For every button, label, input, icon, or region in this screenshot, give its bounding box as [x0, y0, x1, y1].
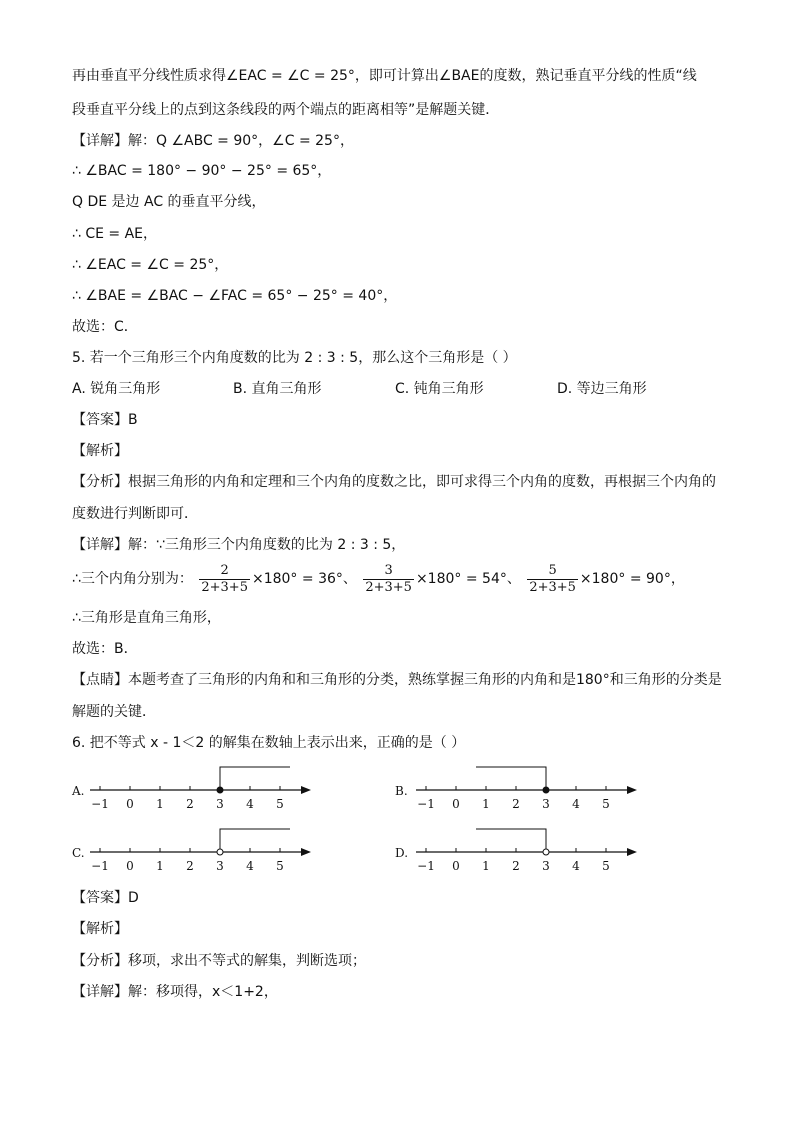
q6-analysis: 【分析】移项，求出不等式的解集，判断选项； — [72, 953, 366, 969]
fraction-2-denominator: 2+3+5 — [365, 579, 412, 595]
question-5: 5. 若一个三角形三个内角度数的比为 2 : 3 : 5，那么这个三角形是（ ） — [72, 350, 517, 366]
tick-label: −1 — [417, 859, 435, 873]
q5-select: 故选：B． — [72, 641, 138, 657]
q5-detail-line-3: ∴三角形是直角三角形， — [72, 610, 221, 626]
option-label-d: D. — [395, 846, 409, 860]
q5-fraction-prefix: ∴三个内角分别为： — [72, 571, 193, 587]
number-line-option-b — [395, 767, 637, 811]
detail-line-3: Q DE 是边 AC 的垂直平分线， — [72, 194, 266, 210]
q6-answer: 【答案】D — [72, 890, 139, 906]
fraction-2-result: ×180° = 54°、 — [415, 571, 521, 587]
fraction-2-numerator: 3 — [363, 563, 414, 580]
tick-label: 1 — [482, 859, 490, 873]
q6-analysis-heading: 【解析】 — [72, 921, 128, 937]
option-label-a: A. — [72, 784, 85, 798]
number-line-options — [0, 760, 794, 900]
q5-option-d: D. 等边三角形 — [557, 381, 647, 397]
fraction-3-numerator: 5 — [527, 563, 578, 580]
tick-label: −1 — [417, 797, 435, 811]
tick-label: 2 — [186, 859, 194, 873]
select-line: 故选：C． — [72, 319, 138, 335]
number-line-option-d — [395, 829, 637, 873]
tick-label: 1 — [482, 797, 490, 811]
detail-line-5: ∴ ∠EAC = ∠C = 25°， — [72, 257, 229, 273]
fraction-1-denominator: 2+3+5 — [201, 579, 248, 595]
axis-arrow — [301, 848, 311, 856]
q5-detail-fractions — [72, 560, 685, 598]
option-label-c: C. — [72, 846, 85, 860]
tick-label: 5 — [602, 859, 610, 873]
hollow-point — [217, 849, 223, 855]
tick-label: 5 — [602, 797, 610, 811]
q5-analysis-line-2: 度数进行判断即可． — [72, 506, 198, 522]
tick-label: 3 — [542, 797, 550, 811]
tick-label: 3 — [216, 797, 224, 811]
q5-answer: 【答案】B — [72, 412, 138, 428]
tick-label: 5 — [276, 797, 284, 811]
fraction-1-result: ×180° = 36°、 — [251, 571, 357, 587]
tick-label: 4 — [572, 859, 580, 873]
tick-label: 2 — [186, 797, 194, 811]
fraction-3-denominator: 2+3+5 — [529, 579, 576, 595]
tick-label: 0 — [126, 797, 134, 811]
hollow-point — [543, 849, 549, 855]
detail-line-6: ∴ ∠BAE = ∠BAC − ∠FAC = 65° − 25° = 40°， — [72, 288, 398, 304]
q5-analysis-heading: 【解析】 — [72, 443, 128, 459]
tick-label: 4 — [572, 797, 580, 811]
tick-label: 5 — [276, 859, 284, 873]
q5-option-b: B. 直角三角形 — [233, 381, 322, 397]
tick-label: 2 — [512, 797, 520, 811]
solid-point — [217, 787, 223, 793]
axis-arrow — [627, 848, 637, 856]
text-line-2: 段垂直平分线上的点到这条线段的两个端点的距离相等”是解题关键． — [72, 102, 500, 118]
tick-label: 3 — [216, 859, 224, 873]
detail-line-1: 【详解】解：Q ∠ABC = 90°，∠C = 25°， — [72, 133, 354, 149]
q5-option-a: A. 锐角三角形 — [72, 381, 161, 397]
tick-label: 1 — [156, 797, 164, 811]
fraction-1 — [199, 563, 250, 596]
tick-label: 4 — [246, 797, 254, 811]
q5-detail-line-1: 【详解】解：∵三角形三个内角度数的比为 2 : 3 : 5， — [72, 537, 406, 553]
tick-label: 1 — [156, 859, 164, 873]
fraction-3 — [527, 563, 578, 596]
tick-label: 2 — [512, 859, 520, 873]
tick-label: 3 — [542, 859, 550, 873]
q5-comment-line-1: 【点睛】本题考查了三角形的内角和和三角形的分类，熟练掌握三角形的内角和是180°和三角形的分类是 — [72, 672, 722, 688]
fraction-3-result: ×180° = 90°， — [579, 571, 685, 587]
detail-line-2: ∴ ∠BAC = 180° − 90° − 25° = 65°， — [72, 163, 332, 179]
tick-label: 0 — [126, 859, 134, 873]
fraction-2 — [363, 563, 414, 596]
detail-line-4: ∴ CE = AE， — [72, 226, 158, 242]
text-line-1: 再由垂直平分线性质求得∠EAC = ∠C = 25°，即可计算出∠BAE的度数，熟记垂直平分线的性质“线 — [72, 68, 697, 84]
fraction-1-numerator: 2 — [199, 563, 250, 580]
q6-detail: 【详解】解：移项得，x＜1+2， — [72, 984, 278, 1000]
number-line-option-a — [71, 767, 311, 811]
tick-label: 4 — [246, 859, 254, 873]
tick-label: −1 — [91, 797, 109, 811]
number-line-option-c — [72, 829, 311, 873]
q5-analysis-line-1: 【分析】根据三角形的内角和定理和三个内角的度数之比，即可求得三个内角的度数，再根据三个内角的 — [72, 474, 716, 490]
solid-point — [543, 787, 549, 793]
option-label-b: B. — [395, 784, 408, 798]
tick-label: 0 — [452, 859, 460, 873]
q5-option-c: C. 钝角三角形 — [395, 381, 484, 397]
tick-label: −1 — [91, 859, 109, 873]
q5-comment-line-2: 解题的关键． — [72, 704, 156, 720]
tick-label: 0 — [452, 797, 460, 811]
question-6: 6. 把不等式 x - 1＜2 的解集在数轴上表示出来，正确的是（ ） — [72, 735, 466, 751]
axis-arrow — [301, 786, 311, 794]
axis-arrow — [627, 786, 637, 794]
